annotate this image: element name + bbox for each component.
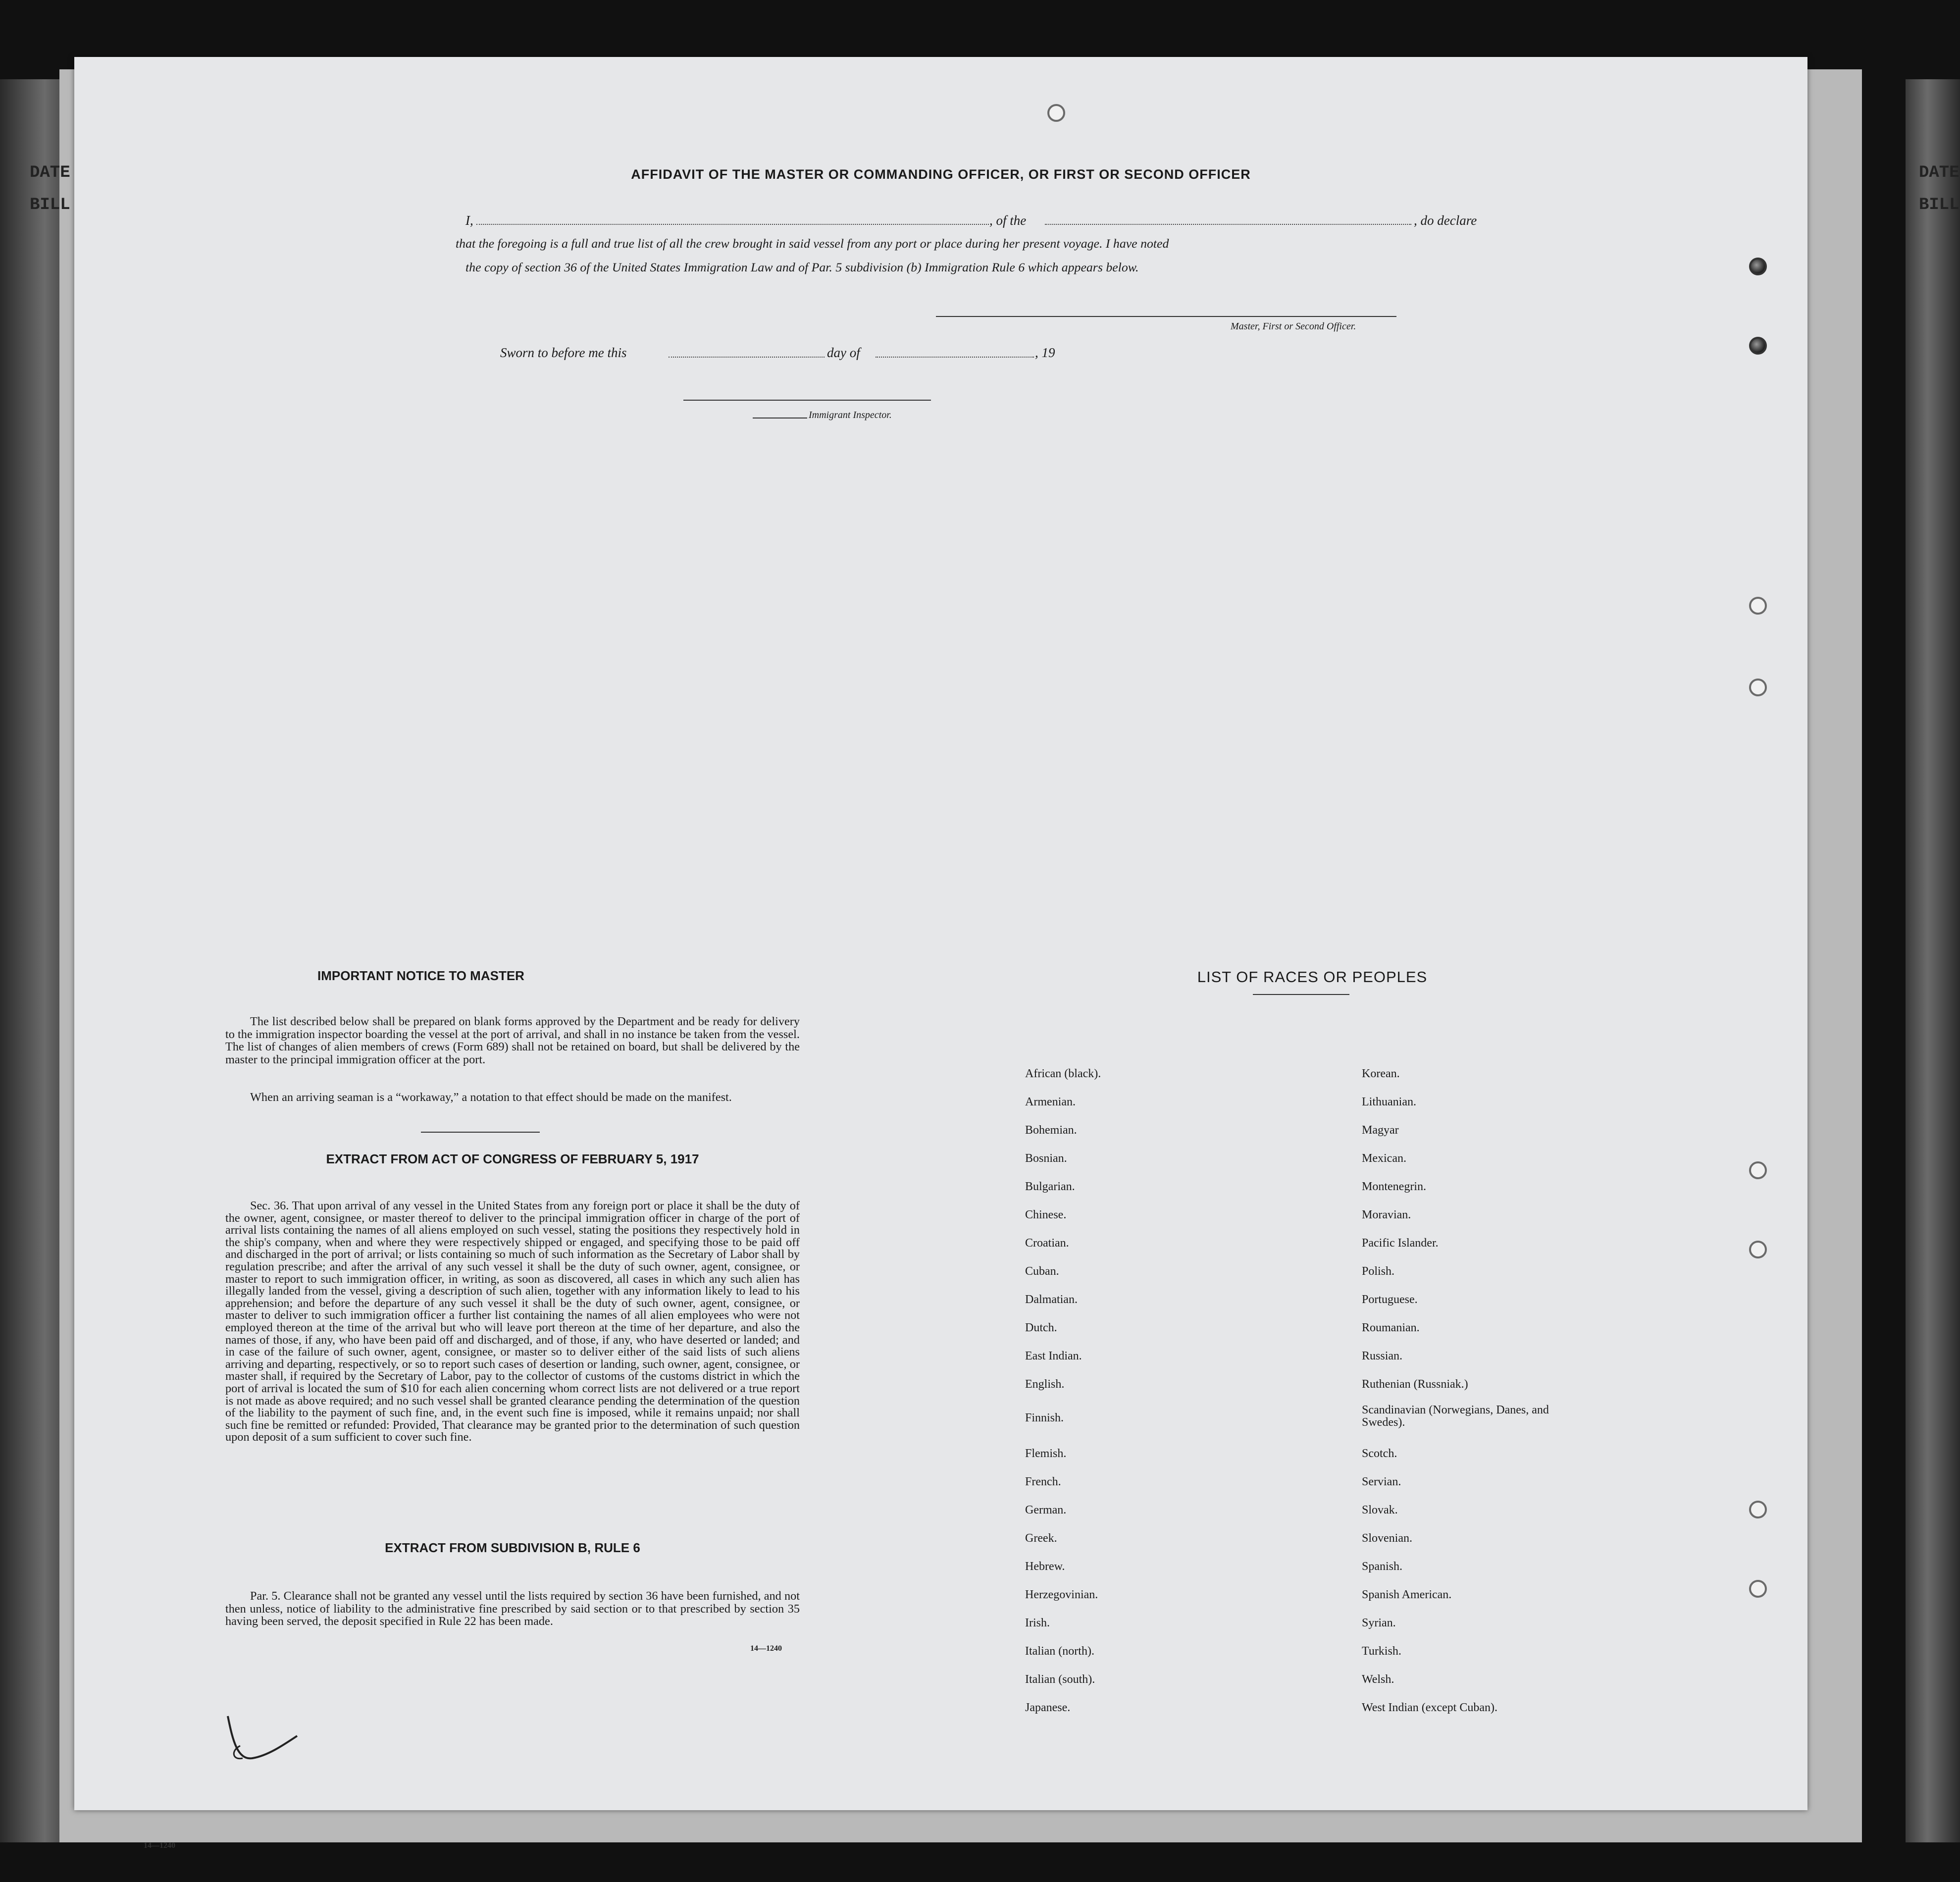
race-item: French. <box>1025 1475 1061 1488</box>
punch-hole <box>1749 1241 1767 1258</box>
punch-hole <box>1749 597 1767 615</box>
inspector-label: Immigrant Inspector. <box>809 410 892 420</box>
race-item: Dutch. <box>1025 1321 1057 1334</box>
race-item: Pacific Islander. <box>1362 1237 1439 1250</box>
race-item: English. <box>1025 1378 1065 1391</box>
punch-hole <box>1047 104 1065 122</box>
race-item: Bohemian. <box>1025 1124 1077 1137</box>
punch-hole <box>1749 258 1767 275</box>
race-item: Scandinavian (Norwegians, Danes, and Swedes). <box>1362 1404 1549 1429</box>
bottom-form-code: 14—1240 <box>144 1841 175 1850</box>
left-edge-text-1: DATE <box>30 163 70 182</box>
notice-paragraph-1: The list described below shall be prepared on blank forms approved by the Department and be ready for delivery to the immigration inspector boarding the vessel at the port of arrival, and shall in no instance be taken from the vessel. The list of changes of alien members of crews (Form 689) shall not be retained on board, but shall be delivered by the master to the principal immigration officer at the port. <box>225 1015 800 1066</box>
master-signature-label: Master, First or Second Officer. <box>1231 321 1356 332</box>
affidavit-i-label: I, <box>465 213 473 228</box>
race-item: Croatian. <box>1025 1237 1069 1250</box>
race-item: Cuban. <box>1025 1265 1059 1278</box>
race-item: Montenegrin. <box>1362 1180 1426 1193</box>
year-label: , 19 <box>1035 345 1055 360</box>
affidavit-title: AFFIDAVIT OF THE MASTER OR COMMANDING OFFICER, OR FIRST OR SECOND OFFICER <box>631 167 1251 182</box>
race-item: Finnish. <box>1025 1412 1064 1424</box>
notice-paragraph-2: When an arriving seaman is a “workaway,” a notation to that effect should be made on the manifest. <box>250 1091 732 1104</box>
right-edge-text-1: DATE <box>1919 163 1960 182</box>
race-item: Servian. <box>1362 1475 1401 1488</box>
race-item: Welsh. <box>1362 1673 1394 1686</box>
race-item: Korean. <box>1362 1067 1400 1080</box>
race-item: Ruthenian (Russniak.) <box>1362 1378 1468 1391</box>
race-item: Scotch. <box>1362 1447 1397 1460</box>
affidavit-line-2: that the foregoing is a full and true list of all the crew brought in said vessel from any port or place during her present voyage. I have noted <box>456 236 1169 251</box>
punch-hole <box>1749 679 1767 696</box>
race-item: Italian (south). <box>1025 1673 1095 1686</box>
day-of-label: day of <box>827 345 860 360</box>
race-item: Spanish American. <box>1362 1588 1452 1601</box>
punch-hole <box>1749 1580 1767 1598</box>
race-item: Polish. <box>1362 1265 1395 1278</box>
affidavit-of-the-label: , of the <box>989 213 1027 228</box>
race-item: African (black). <box>1025 1067 1101 1080</box>
affidavit-do-declare-label: , do declare <box>1414 213 1477 228</box>
race-item: Italian (north). <box>1025 1645 1094 1658</box>
extract-rule-text: Par. 5. Clearance shall not be granted any vessel until the lists required by section 36 have been furnished, and not then unless, notice of liability to the administrative fine prescribed by said section or to that prescribed by section 35 having been served, the deposit specified in Rule 22 has been made. <box>225 1589 800 1628</box>
punch-hole <box>1749 337 1767 355</box>
race-item: Turkish. <box>1362 1645 1401 1658</box>
race-item: Bulgarian. <box>1025 1180 1075 1193</box>
race-item: Herzegovinian. <box>1025 1588 1098 1601</box>
race-item: Magyar <box>1362 1124 1399 1137</box>
race-item: Armenian. <box>1025 1096 1076 1108</box>
sworn-month-blank-line <box>876 357 1034 358</box>
race-item: Russian. <box>1362 1350 1403 1362</box>
race-item: Irish. <box>1025 1617 1050 1629</box>
vessel-blank-line <box>1045 224 1411 225</box>
punch-hole <box>1749 1161 1767 1179</box>
race-item: German. <box>1025 1504 1067 1516</box>
punch-hole <box>1749 1501 1767 1518</box>
race-item: Mexican. <box>1362 1152 1406 1165</box>
race-item: Roumanian. <box>1362 1321 1420 1334</box>
right-scan-edge <box>1906 79 1960 1842</box>
race-item: Slovenian. <box>1362 1532 1412 1545</box>
race-item: East Indian. <box>1025 1350 1082 1362</box>
race-item: Japanese. <box>1025 1701 1071 1714</box>
divider <box>421 1132 540 1133</box>
extract-rule-heading: EXTRACT FROM SUBDIVISION B, RULE 6 <box>385 1540 640 1555</box>
race-item: Portuguese. <box>1362 1293 1418 1306</box>
name-blank-line <box>476 224 989 225</box>
race-item: Bosnian. <box>1025 1152 1067 1165</box>
race-item: Dalmatian. <box>1025 1293 1078 1306</box>
handwritten-mark <box>223 1711 302 1766</box>
inspector-signature-line <box>683 400 931 401</box>
race-item: Slovak. <box>1362 1504 1398 1516</box>
races-heading: LIST OF RACES OR PEOPLES <box>1197 968 1428 986</box>
race-item: Chinese. <box>1025 1208 1067 1221</box>
race-item: Greek. <box>1025 1532 1057 1545</box>
left-edge-text-2: BILL <box>30 196 70 214</box>
race-item: Spanish. <box>1362 1560 1403 1573</box>
race-item: Moravian. <box>1362 1208 1411 1221</box>
document-page <box>74 57 1807 1810</box>
affidavit-line-3: the copy of section 36 of the United States Immigration Law and of Par. 5 subdivision (b) Immigration Rule 6 which appears below. <box>465 260 1139 274</box>
race-item: West Indian (except Cuban). <box>1362 1701 1497 1714</box>
form-number: 14—1240 <box>750 1644 782 1653</box>
race-item: Lithuanian. <box>1362 1096 1416 1108</box>
race-item: Flemish. <box>1025 1447 1067 1460</box>
extract-act-text: Sec. 36. That upon arrival of any vessel in the United States from any foreign port or place it shall be the duty of the owner, agent, consignee, or master thereof to deliver to the principal immigration officer in charge of the port of arrival lists containing the names of all aliens employed on such vessel, stating the positions they respectively hold in the ship's company, when and where they were respectively shipped or engaged, and specifying those to be paid off and discharged in the port of arrival; or lists containing so much of such information as the Secretary of Labor shall by regulation prescribe; and after the arrival of any such vessel it shall be the duty of such owner, agent, consignee, or master to report to such immigration officer, in writing, as soon as discovered, all cases in which any such alien has illegally landed from the vessel, giving a description of such alien, together with any information likely to lead to his apprehension; and before the departure of any such vessel it shall be the duty of such owner, agent, consignee, or master to deliver to such immigration officer a further list containing the names of all alien employees who were not employed thereon at the time of the arrival but who will leave port thereon at the time of her departure, and also the names of those, if any, who have been paid off and discharged, and of those, if any, who have deserted or landed; and in case of the failure of such owner, agent, consignee, or master so to deliver either of the said lists of such aliens arriving and departing, respectively, or so to report such cases of desertion or landing, such owner, agent, consignee, or master shall, if required by the Secretary of Labor, pay to the collector of customs of the customs district in which the port of arrival is located the sum of $10 for each alien concerning whom correct lists are not delivered or a true report is not made as above required; and no such vessel shall be granted clearance pending the determination of the question of the liability to the payment of such fine, and, in the event such fine is imposed, while it remains unpaid; nor shall such fine be remitted or refunded: Provided, That clearance may be granted prior to the determination of such question upon deposit of a sum sufficient to cover such fine. <box>225 1199 800 1444</box>
race-item: Syrian. <box>1362 1617 1396 1629</box>
races-heading-rule <box>1253 994 1349 995</box>
master-signature-line <box>936 316 1396 317</box>
race-item: Hebrew. <box>1025 1560 1065 1573</box>
right-edge-text-2: BILL <box>1919 196 1960 214</box>
sworn-label: Sworn to before me this <box>500 345 627 360</box>
sworn-day-blank-line <box>669 357 825 358</box>
notice-heading: IMPORTANT NOTICE TO MASTER <box>317 968 524 983</box>
extract-act-heading: EXTRACT FROM ACT OF CONGRESS OF FEBRUARY 5, 1917 <box>326 1151 699 1166</box>
